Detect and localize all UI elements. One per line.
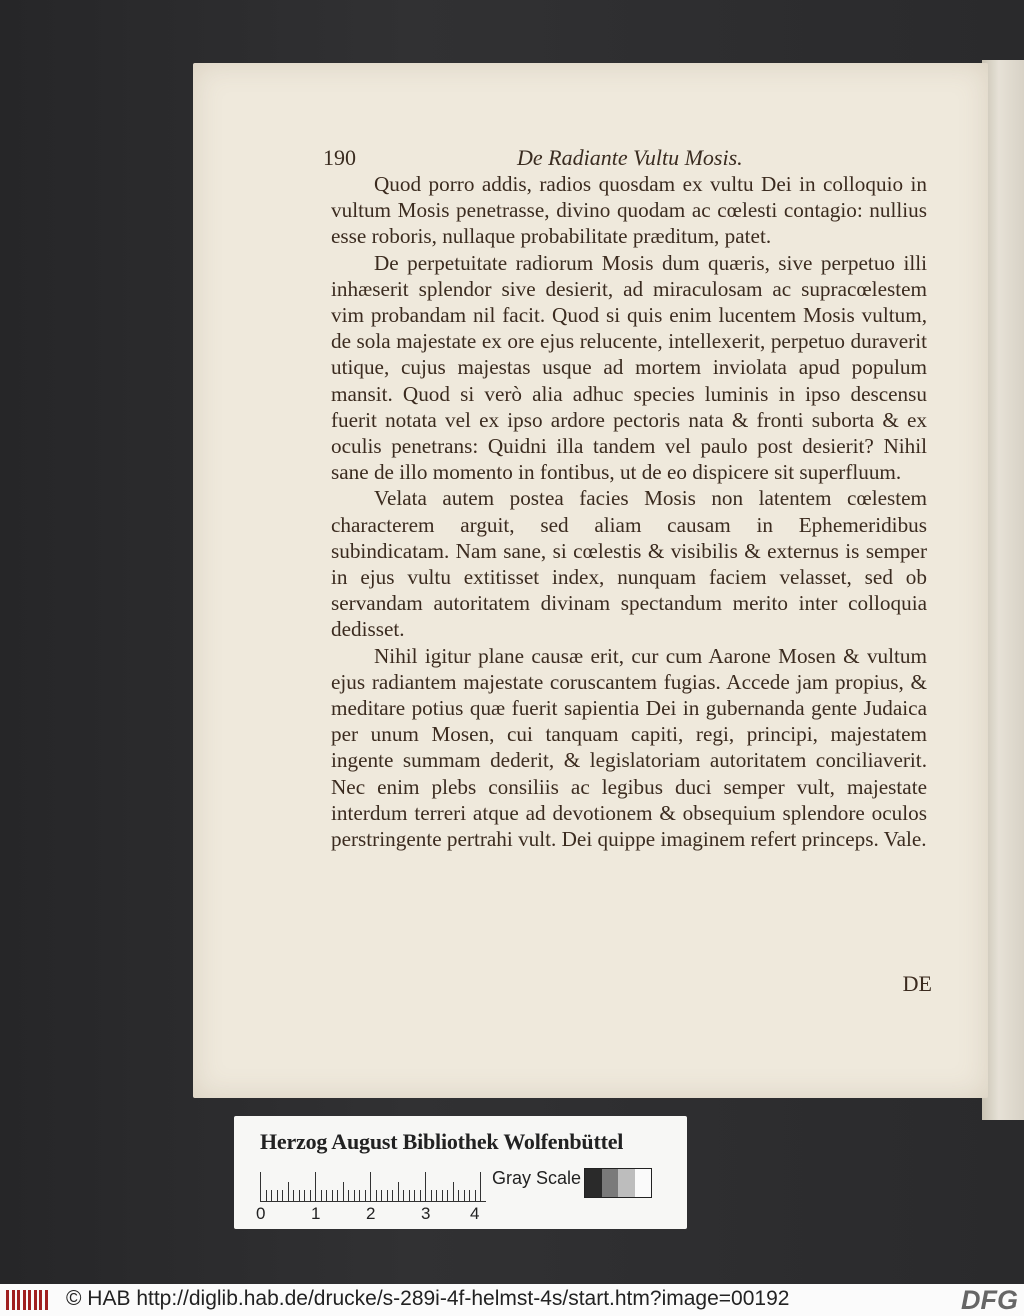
- ruler-tick: [271, 1190, 272, 1202]
- ruler-tick: [332, 1190, 333, 1202]
- library-name: Herzog August Bibliothek Wolfenbüttel: [260, 1129, 624, 1154]
- gray-swatch: [618, 1169, 635, 1197]
- ruler-tick: [458, 1190, 459, 1202]
- ruler-tick: [442, 1190, 443, 1202]
- logo-stripe: [28, 1290, 31, 1310]
- ruler-tick: [288, 1182, 289, 1202]
- ruler-scale: [260, 1166, 486, 1202]
- ruler-tick: [480, 1172, 481, 1202]
- ruler-tick: [359, 1190, 360, 1202]
- ruler-tick: [343, 1182, 344, 1202]
- ruler-tick: [447, 1190, 448, 1202]
- footer-bar: [0, 1284, 1024, 1316]
- ruler-tick: [310, 1190, 311, 1202]
- gray-scale-swatches: [584, 1168, 652, 1198]
- ruler-tick: [381, 1190, 382, 1202]
- logo-stripe: [17, 1290, 20, 1310]
- ruler-tick: [469, 1190, 470, 1202]
- ruler-tick: [370, 1172, 371, 1202]
- ruler-tick: [293, 1190, 294, 1202]
- ruler-tick: [398, 1182, 399, 1202]
- logo-stripe: [34, 1290, 37, 1310]
- dfg-logo: DFG: [961, 1285, 1018, 1315]
- ruler-tick: [299, 1190, 300, 1202]
- ruler-tick: [475, 1190, 476, 1202]
- paragraph: Nihil igitur plane causæ erit, cur cum Aarone Mosen & vultum ejus radiantem majestate coruscantem fugias. Accede jam propius, & meditare potius quæ fuerit sapientia Dei in gubernanda gente Judaica per unum Mosen, cui tanquam capiti, regi, principi, majestatem ingente summam dederit, & legislatoriam autoritatem conciliaverit. Nec enim plebs consiliis ac legibus duci semper vult, majestate interdum terreri atque ad devotionem & obsequium splendore oculos perstringente pertrahi vult. Dei quippe imaginem refert princeps. Vale.: [331, 643, 927, 852]
- ruler-tick: [453, 1182, 454, 1202]
- logo-stripe: [45, 1290, 48, 1310]
- paragraph: Quod porro addis, radios quosdam ex vultu Dei in colloquio in vultum Mosis penetrasse, divino quodam ac cœlesti contagio: nullius esse roboris, nullaque probabilitate præditum, patet.: [331, 172, 927, 249]
- ruler-tick: [414, 1190, 415, 1202]
- hab-logo-icon: [6, 1290, 48, 1310]
- ruler-tick: [266, 1190, 267, 1202]
- ruler-tick: [425, 1172, 426, 1202]
- logo-stripe: [39, 1290, 42, 1310]
- ruler-number: 4: [470, 1204, 480, 1223]
- ruler-tick: [326, 1190, 327, 1202]
- ruler-number: 2: [366, 1204, 376, 1223]
- ruler-tick: [315, 1172, 316, 1202]
- paragraph: De perpetuitate radiorum Mosis dum quæris, sive perpetuo illi inhæserit splendor sive desierit, ad miraculosam ac supracœlestem vim probandam nil facit. Quod si quis enim lucentem Mosis vultum, de sola majestate ex ore ejus relucente, intellexerit, perpetuo duraverit utique, cujus majestas usque ad mortem inviolata apud populum mansit. Quod si verò alia adhuc species luminis in ipso descensu fuerit notata vel ex ipso ardore pectoris nata & fronti suborta & ex oculis penetrans: Quidni illa tandem vel paulo post desierit? Nihil sane de illo momento in fontibus, ut de eo dispicere sit superfluum.: [331, 250, 927, 485]
- ruler-tick: [403, 1190, 404, 1202]
- page-number: 190: [323, 145, 356, 170]
- ruler-tick: [387, 1190, 388, 1202]
- catchword: DE: [902, 971, 932, 996]
- library-scale-card: [234, 1116, 687, 1229]
- logo-stripe: [12, 1290, 15, 1310]
- ruler-tick: [348, 1190, 349, 1202]
- next-page-edge: [982, 60, 1024, 1120]
- ruler-number: 0: [256, 1204, 266, 1223]
- running-title: De Radiante Vultu Mosis.: [517, 145, 743, 170]
- logo-stripe: [23, 1290, 26, 1310]
- ruler-tick: [365, 1190, 366, 1202]
- book-page: [193, 63, 988, 1098]
- gray-swatch: [585, 1169, 602, 1197]
- ruler-tick: [464, 1190, 465, 1202]
- ruler-tick: [436, 1190, 437, 1202]
- ruler-tick: [354, 1190, 355, 1202]
- gray-scale-label: Gray Scale: [492, 1168, 582, 1188]
- ruler-tick: [409, 1190, 410, 1202]
- ruler-tick: [337, 1190, 338, 1202]
- ruler-tick: [392, 1190, 393, 1202]
- ruler-tick: [304, 1190, 305, 1202]
- ruler-number: 1: [311, 1204, 321, 1223]
- ruler-tick: [431, 1190, 432, 1202]
- ruler-tick: [282, 1190, 283, 1202]
- gray-swatch: [635, 1169, 652, 1197]
- ruler-tick: [277, 1190, 278, 1202]
- footer-source-text: © HAB http://diglib.hab.de/drucke/s-289i-4f-helmst-4s/start.htm?image=00192: [66, 1287, 790, 1310]
- ruler-tick: [376, 1190, 377, 1202]
- ruler-tick: [420, 1190, 421, 1202]
- body-text: [331, 171, 927, 852]
- ruler-tick: [260, 1172, 261, 1202]
- gray-swatch: [602, 1169, 619, 1197]
- logo-stripe: [6, 1290, 9, 1310]
- paragraph: Velata autem postea facies Mosis non latentem cœlestem characterem arguit, sed aliam causam in Ephemeridibus subindicatam. Nam sane, si cœlestis & visibilis & externus is semper in ejus vultu extitisset index, nunquam faciem velasset, sed ob servandam autoritatem divinam spectandum merito inter colloquia dedisset.: [331, 486, 927, 642]
- ruler-tick: [321, 1190, 322, 1202]
- ruler-number: 3: [421, 1204, 431, 1223]
